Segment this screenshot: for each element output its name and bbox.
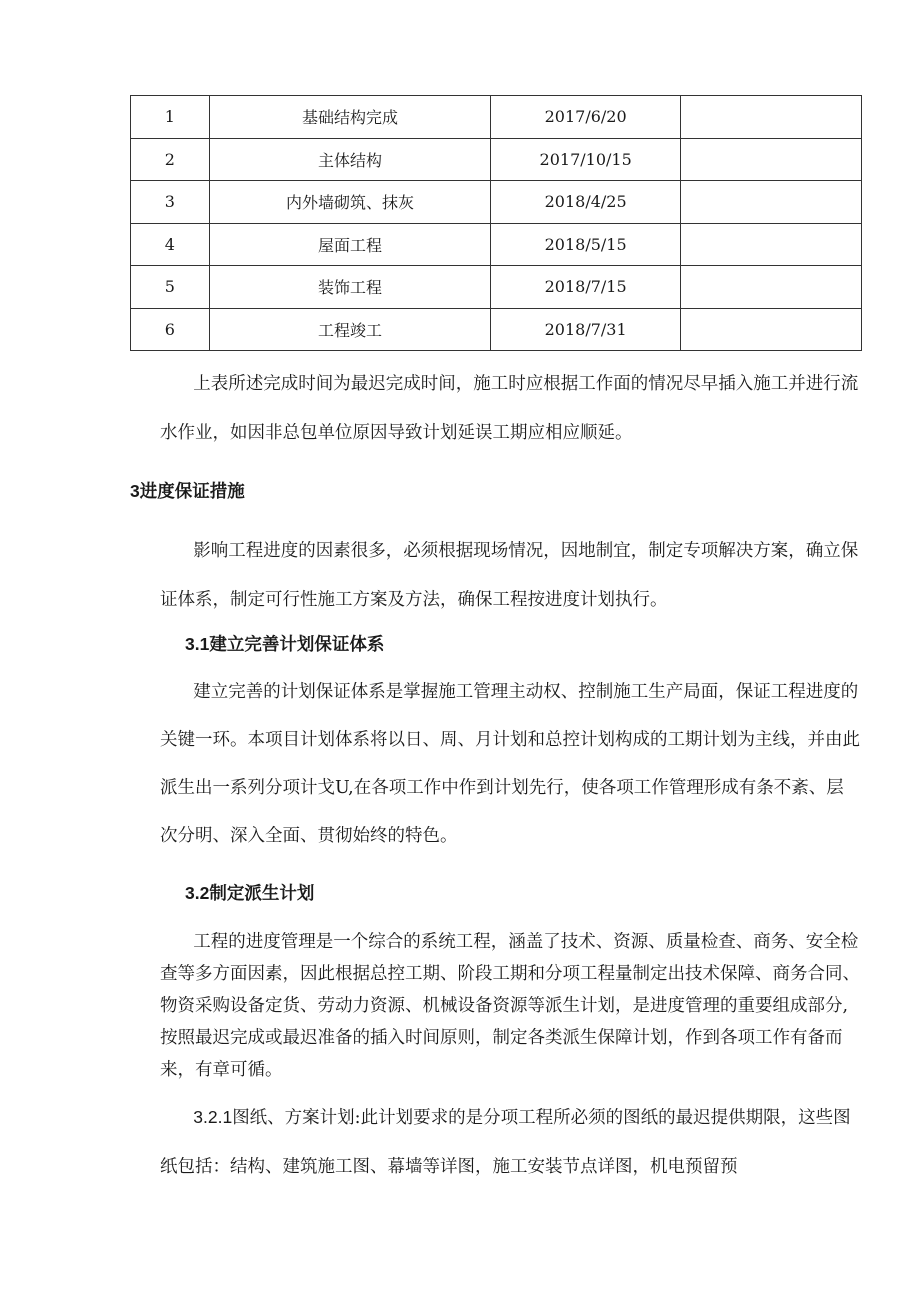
milestone-date: 2017/6/20: [491, 96, 681, 139]
section-3-2-1-title: 图纸、方案计划:: [232, 1108, 361, 1128]
row-number: 2: [131, 138, 210, 181]
section-3-2-title: 制定派生计划: [209, 884, 315, 904]
row-number: 6: [131, 308, 210, 351]
section-3-1-heading: [185, 631, 384, 656]
milestone-name: 内外墙砌筑、抹灰: [209, 181, 491, 224]
section-3-2-1-text: 此计划要求的是分项工程所必须的图纸的最迟提供期限，这些图纸包括：结构、建筑施工图、幕墙等详图，施工安装节点详图，机电预留预: [160, 1108, 851, 1177]
table-row: [131, 138, 862, 181]
milestone-date: 2018/5/15: [491, 223, 681, 266]
section-3-title: 进度保证措施: [139, 482, 245, 502]
milestone-note: [680, 223, 861, 266]
milestone-note: [680, 308, 861, 351]
section-3-paragraph: 影响工程进度的因素很多，必须根据现场情况，因地制宜，制定专项解决方案，确立保证体系，制定可行性施工方案及方法，确保工程按进度计划执行。: [160, 541, 859, 610]
milestone-name: 工程竣工: [209, 308, 491, 351]
section-3-1-paragraph: 建立完善的计划保证体系是掌握施工管理主动权、控制施工生产局面，保证工程进度的关键一环。本项目计划体系将以日、周、月计划和总控计划构成的工期计划为主线，并由此派生出一系列分项计戈U,在各项工作中作到计划先行，使各项工作管理形成有条不紊、层次分明、深入全面、贯彻始终的特色。: [160, 682, 860, 846]
table-row: [131, 308, 862, 351]
row-number: 5: [131, 266, 210, 309]
milestone-date: 2017/10/15: [491, 138, 681, 181]
milestone-date: 2018/7/15: [491, 266, 681, 309]
milestone-note: [680, 96, 861, 139]
milestone-note: [680, 266, 861, 309]
table-row: [131, 223, 862, 266]
section-3-2-1-number: 3.2.1: [193, 1107, 233, 1127]
table-row: [131, 96, 862, 139]
section-3-number: 3: [130, 481, 140, 501]
section-3-1-number: 3.1: [185, 634, 210, 654]
milestone-name: 主体结构: [209, 138, 491, 181]
milestone-note: [680, 138, 861, 181]
schedule-note-paragraph: 上表所述完成时间为最迟完成时间，施工时应根据工作面的情况尽早插入施工并进行流水作业，如因非总包单位原因导致计划延误工期应相应顺延。: [160, 374, 859, 443]
table-row: [131, 181, 862, 224]
milestone-name: 基础结构完成: [209, 96, 491, 139]
section-3-heading: [130, 478, 245, 503]
table-row: [131, 266, 862, 309]
milestone-name: 装饰工程: [209, 266, 491, 309]
milestone-date: 2018/7/31: [491, 308, 681, 351]
schedule-table: [130, 95, 862, 351]
section-3-2-number: 3.2: [185, 883, 210, 903]
section-3-2-paragraph: 工程的进度管理是一个综合的系统工程，涵盖了技术、资源、质量检查、商务、安全检查等多方面因素，因此根据总控工期、阶段工期和分项工程量制定出技术保障、商务合同、物资采购设备定货、劳动力资源、机械设备资源等派生计划，是进度管理的重要组成部分,按照最迟完成或最迟准备的插入时间原则，制定各类派生保障计划，作到各项工作有备而来，有章可循。: [160, 932, 860, 1080]
milestone-note: [680, 181, 861, 224]
section-3-2-1-paragraph: [160, 1093, 860, 1192]
milestone-date: 2018/4/25: [491, 181, 681, 224]
row-number: 3: [131, 181, 210, 224]
milestone-name: 屋面工程: [209, 223, 491, 266]
row-number: 4: [131, 223, 210, 266]
row-number: 1: [131, 96, 210, 139]
section-3-1-title: 建立完善计划保证体系: [209, 635, 385, 655]
section-3-2-heading: [185, 880, 314, 905]
